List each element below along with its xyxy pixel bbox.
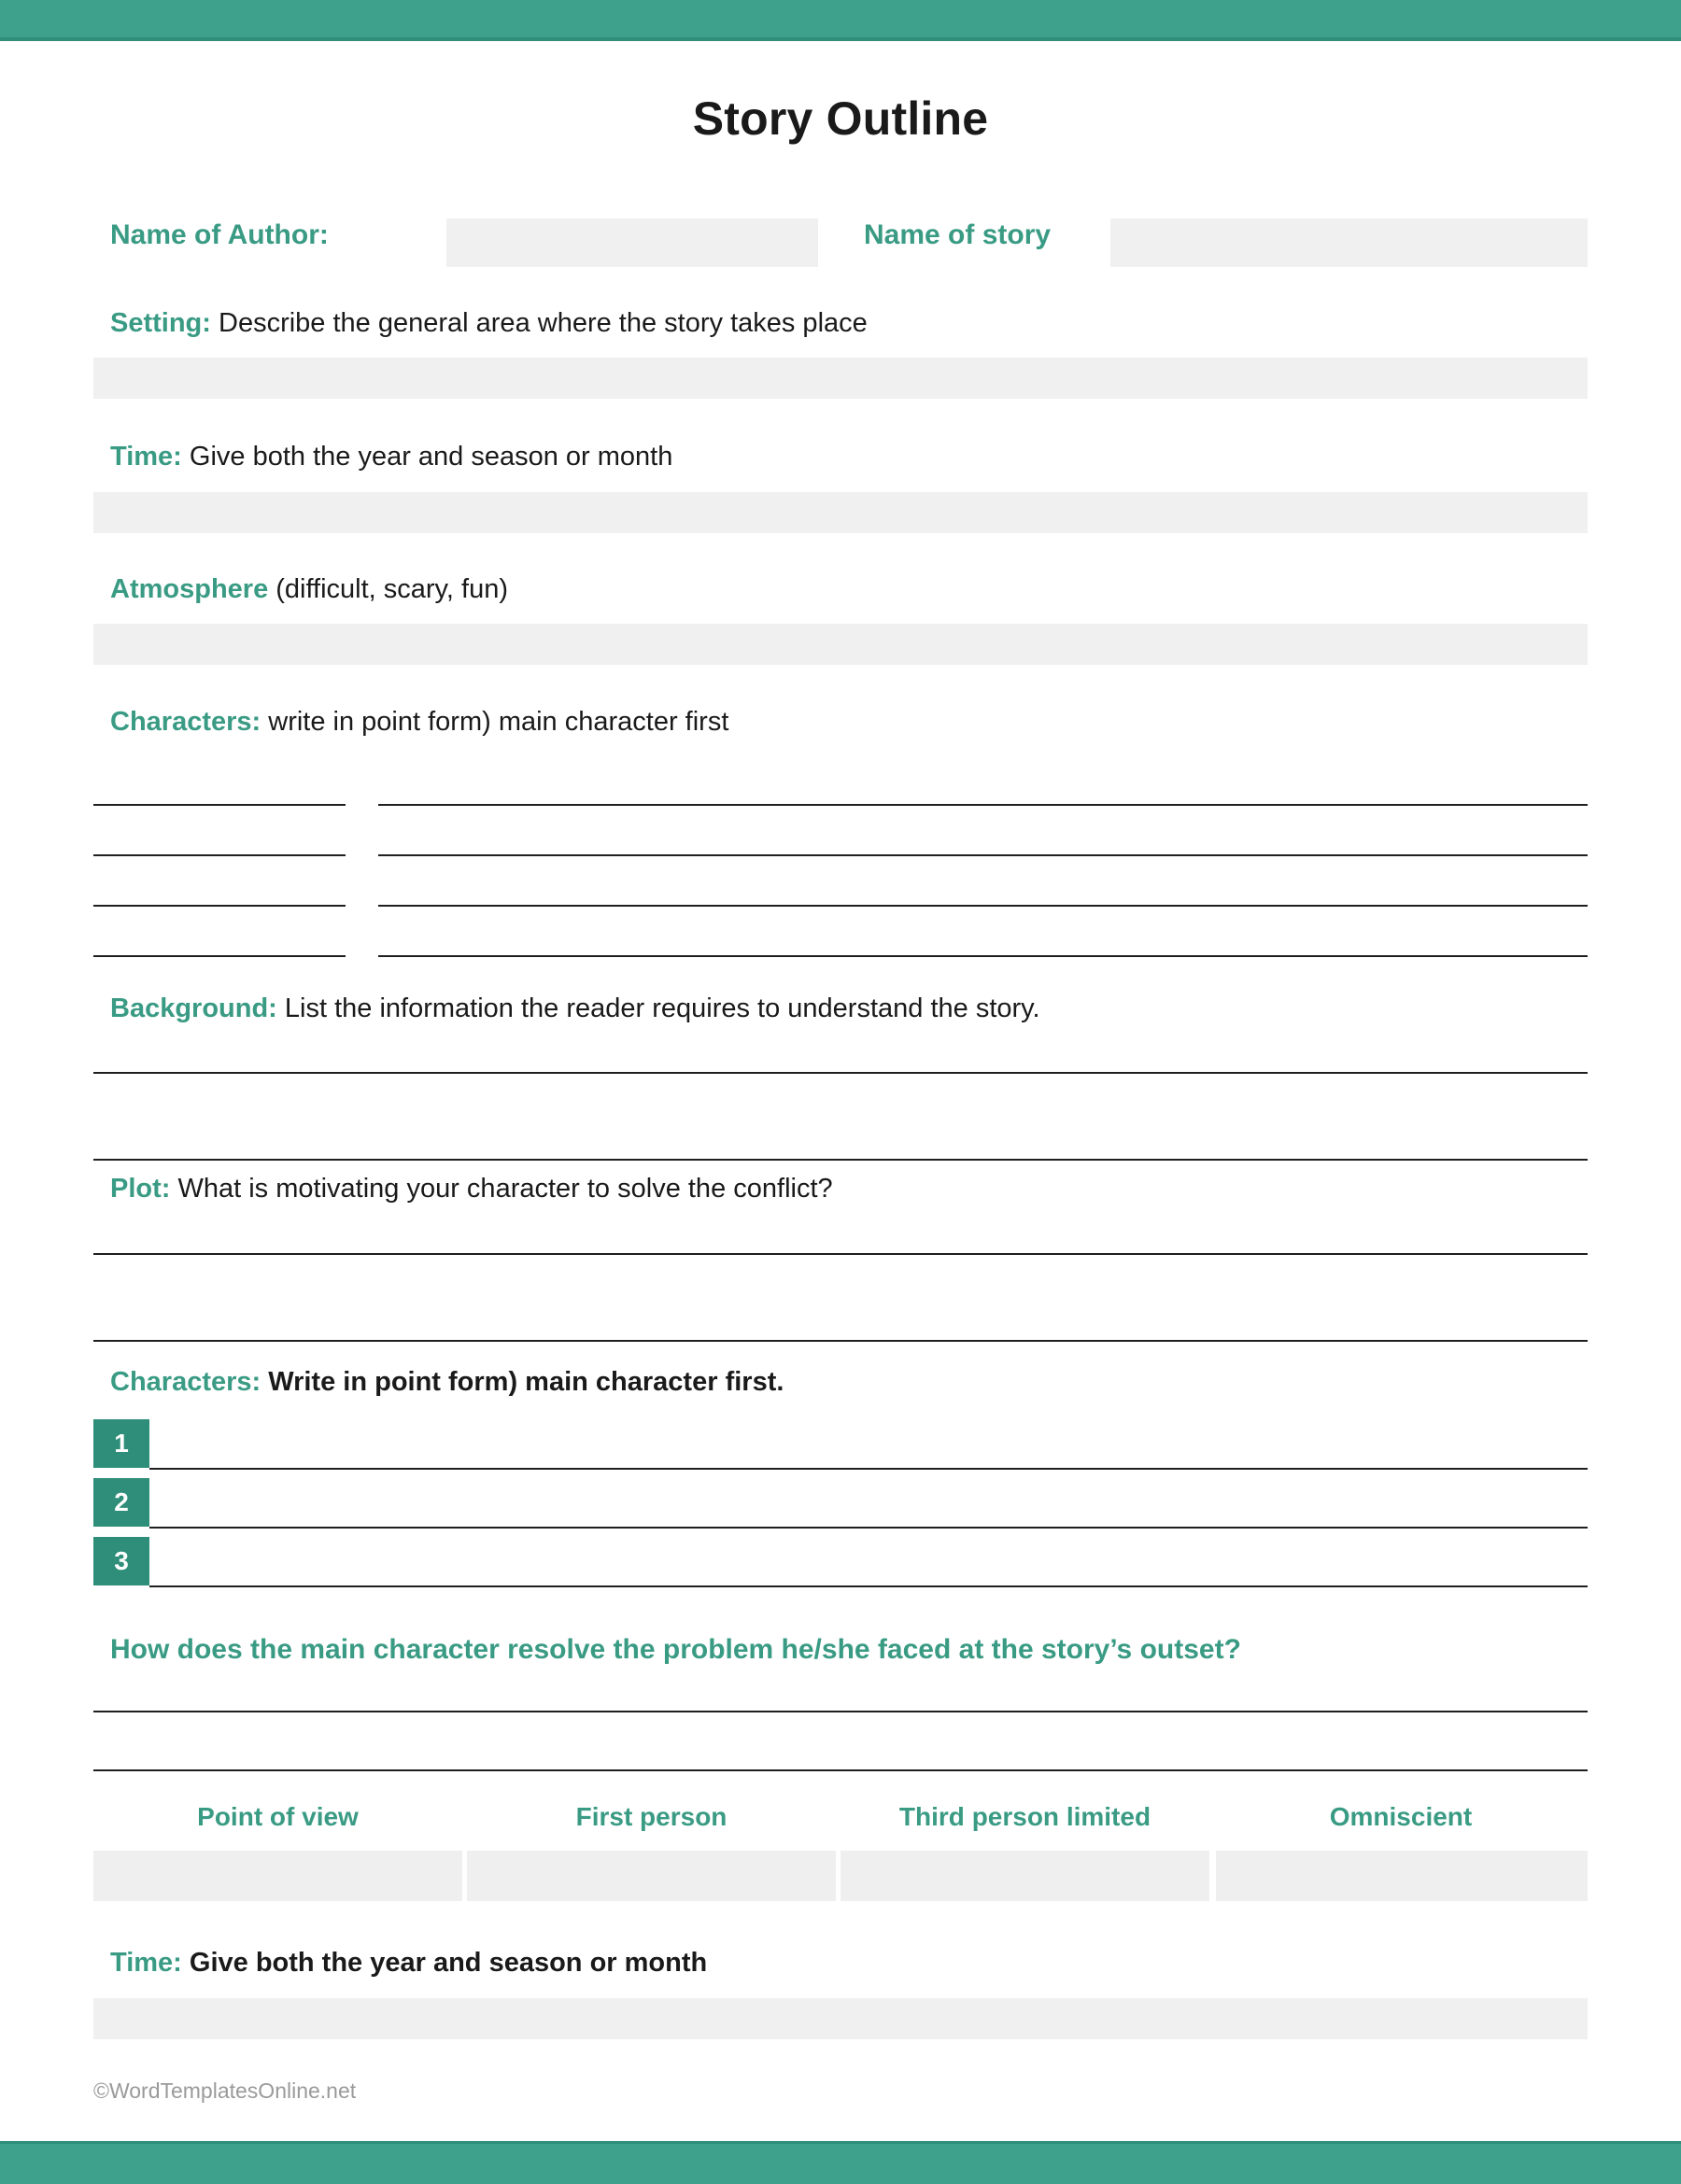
pov-column-label-4: Omniscient — [1329, 1802, 1473, 1831]
character-number-3: 3 — [114, 1546, 129, 1575]
time-top-input[interactable] — [93, 492, 1588, 533]
setting-input[interactable] — [93, 358, 1588, 399]
top-accent-bar-edge — [0, 37, 1681, 41]
character-input-line-2[interactable] — [149, 1527, 1588, 1529]
character-input-line-3[interactable] — [149, 1585, 1588, 1587]
pov-column-input-1[interactable] — [93, 1851, 462, 1901]
pov-column-label-2: First person — [575, 1802, 727, 1831]
author-label-group — [110, 219, 329, 251]
characters-line-short-1[interactable] — [93, 804, 346, 806]
plot-heading — [110, 1174, 833, 1205]
time-bottom-label: Time: — [110, 1948, 182, 1978]
resolution-line-1[interactable] — [93, 1711, 1588, 1712]
plot-line-2[interactable] — [93, 1340, 1588, 1342]
characters-lines-heading — [110, 707, 728, 738]
setting-label: Setting: — [110, 308, 211, 338]
characters-line-long-3[interactable] — [378, 905, 1588, 907]
time-top-label: Time: — [110, 442, 182, 472]
plot-description: What is motivating your character to solve the conflict? — [170, 1174, 833, 1204]
pov-column-label-3: Third person limited — [898, 1802, 1151, 1831]
characters-line-short-2[interactable] — [93, 854, 346, 856]
characters-line-long-2[interactable] — [378, 854, 1588, 856]
resolution-line-2[interactable] — [93, 1769, 1588, 1771]
character-number-1: 1 — [114, 1429, 129, 1458]
plot-label: Plot: — [110, 1174, 171, 1204]
footer-credit: ©WordTemplatesOnline.net — [93, 2078, 357, 2103]
pov-column-label-1: Point of view — [197, 1802, 359, 1831]
background-line-2[interactable] — [93, 1159, 1588, 1161]
character-input-line-1[interactable] — [149, 1468, 1588, 1470]
characters-numbered-label: Characters: — [110, 1367, 261, 1397]
time-top-heading — [110, 442, 672, 472]
time-bottom-description: Give both the year and season or month — [181, 1948, 708, 1978]
setting-description: Describe the general area where the story takes place — [210, 308, 868, 338]
background-heading — [110, 993, 1040, 1024]
characters-lines-description: write in point form) main character first — [261, 707, 729, 737]
atmosphere-description: (difficult, scary, fun) — [268, 574, 508, 604]
background-description: List the information the reader requires to understand the story. — [276, 993, 1040, 1023]
pov-column-input-4[interactable] — [1216, 1851, 1588, 1901]
background-line-1[interactable] — [93, 1072, 1588, 1074]
name-of-story-input[interactable] — [1110, 218, 1588, 267]
character-number-2: 2 — [114, 1487, 129, 1516]
characters-numbered-heading — [110, 1367, 784, 1398]
character-number-badge-1 — [93, 1419, 149, 1468]
character-number-badge-2 — [93, 1478, 149, 1527]
pov-column-input-3[interactable] — [840, 1851, 1209, 1901]
setting-heading — [110, 308, 868, 339]
name-of-author-input[interactable] — [446, 218, 818, 267]
atmosphere-heading — [110, 574, 508, 605]
characters-line-short-4[interactable] — [93, 955, 346, 957]
characters-numbered-description: Write in point form) main character first. — [261, 1367, 784, 1397]
character-number-badge-3 — [93, 1537, 149, 1585]
atmosphere-input[interactable] — [93, 624, 1588, 665]
atmosphere-label: Atmosphere — [110, 574, 269, 604]
name-of-story-label: Name of story — [864, 219, 1052, 250]
bottom-accent-bar — [0, 2144, 1681, 2184]
name-of-author-label: Name of Author: — [110, 219, 329, 250]
characters-line-long-1[interactable] — [378, 804, 1588, 806]
time-top-description: Give both the year and season or month — [181, 442, 673, 472]
story-label-group — [864, 219, 1051, 251]
time-bottom-heading — [110, 1948, 707, 1979]
resolution-question: How does the main character resolve the problem he/she faced at the story’s outset? — [110, 1634, 1241, 1665]
characters-line-long-4[interactable] — [378, 955, 1588, 957]
top-accent-bar — [0, 0, 1681, 37]
characters-line-short-3[interactable] — [93, 905, 346, 907]
background-label: Background: — [110, 993, 277, 1023]
characters-lines-label: Characters: — [110, 707, 261, 737]
pov-column-input-2[interactable] — [467, 1851, 836, 1901]
plot-line-1[interactable] — [93, 1253, 1588, 1255]
time-bottom-input[interactable] — [93, 1998, 1588, 2039]
page-title: Story Outline — [692, 92, 989, 145]
